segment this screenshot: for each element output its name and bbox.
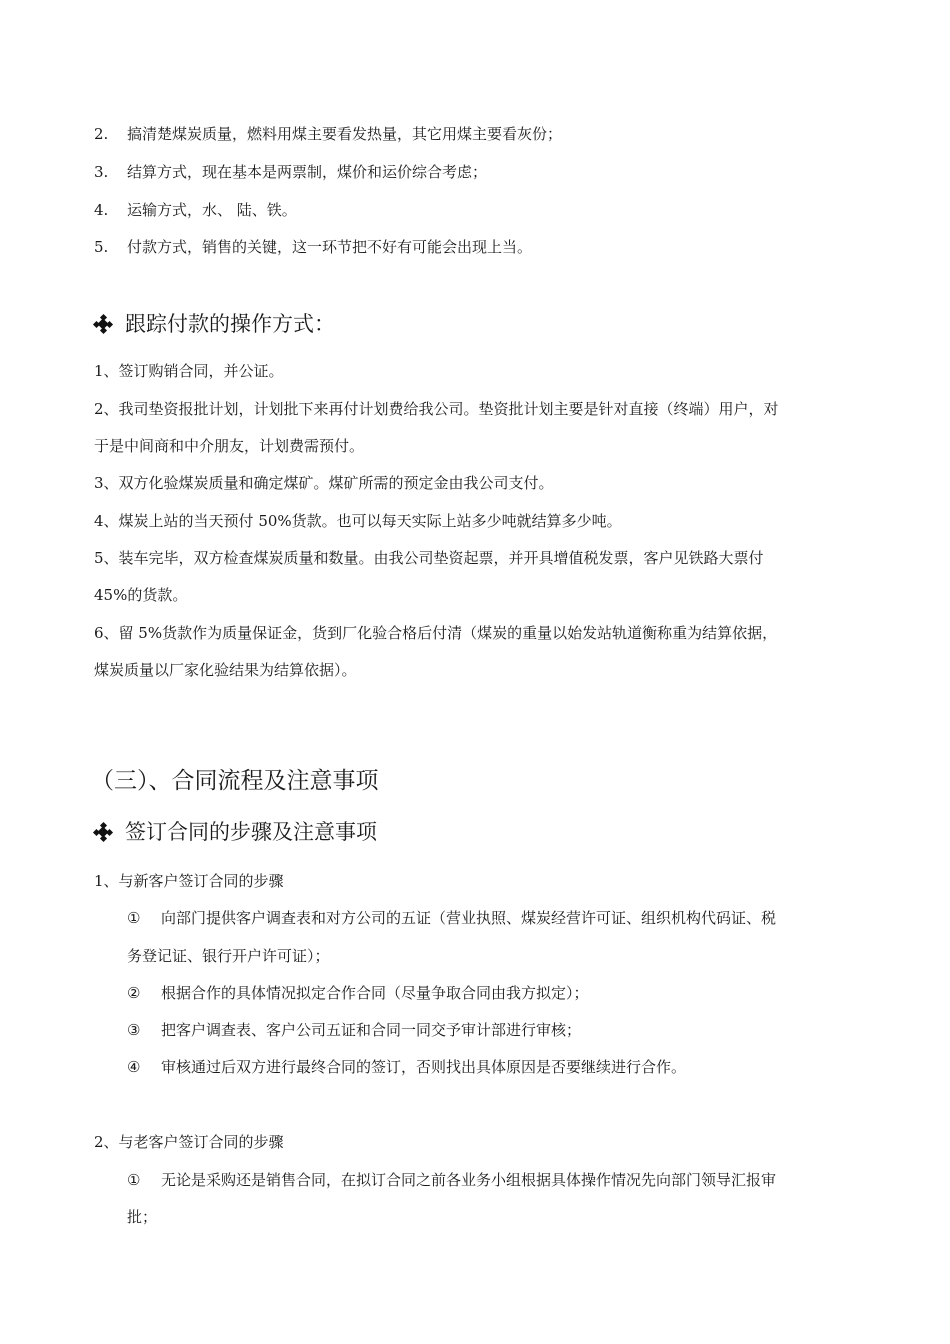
step-text: 审核通过后双方进行最终合同的签订，否则找出具体原因是否要继续进行合作。 bbox=[161, 1058, 687, 1076]
list-number: 4. bbox=[94, 201, 109, 219]
list-item bbox=[94, 162, 487, 182]
section-subheading bbox=[95, 818, 377, 846]
section-title: （三）、合同流程及注意事项 bbox=[91, 768, 379, 794]
heading-text: 跟踪付款的操作方式： bbox=[125, 312, 335, 336]
step-item bbox=[127, 1170, 776, 1190]
step-text: 把客户调查表、客户公司五证和合同一同交予审计部进行审核； bbox=[161, 1021, 582, 1039]
paragraph-line: 煤炭质量以厂家化验结果为结算依据）。 bbox=[94, 661, 357, 679]
paragraph-line: 1、签订购销合同，并公证。 bbox=[94, 362, 284, 380]
list-number: 5. bbox=[94, 238, 109, 256]
diamond-bullet-icon bbox=[95, 824, 111, 840]
step-item bbox=[127, 1020, 581, 1040]
step-text: 无论是采购还是销售合同，在拟订合同之前各业务小组根据具体操作情况先向部门领导汇报审 bbox=[161, 1171, 777, 1189]
step-marker: ③ bbox=[127, 1021, 141, 1039]
paragraph-line: 2、我司垫资报批计划，计划批下来再付计划费给我公司。垫资批计划主要是针对直接（终端）用户，对 bbox=[94, 400, 779, 418]
list-item bbox=[94, 200, 297, 220]
step-marker: ① bbox=[127, 909, 141, 927]
subsection-label: 2、与老客户签订合同的步骤 bbox=[94, 1133, 284, 1151]
step-text: 向部门提供客户调查表和对方公司的五证（营业执照、煤炭经营许可证、组织机构代码证、税 bbox=[161, 909, 777, 927]
list-text: 付款方式，销售的关键，这一环节把不好有可能会出现上当。 bbox=[127, 238, 533, 256]
paragraph-line: 3、双方化验煤炭质量和确定煤矿。煤矿所需的预定金由我公司支付。 bbox=[94, 474, 554, 492]
step-marker: ① bbox=[127, 1171, 141, 1189]
list-item bbox=[94, 237, 532, 257]
list-number: 2. bbox=[94, 125, 109, 143]
step-item bbox=[127, 908, 776, 928]
paragraph-line: 于是中间商和中介朋友，计划费需预付。 bbox=[94, 437, 365, 455]
list-text: 搞清楚煤炭质量，燃料用煤主要看发热量，其它用煤主要看灰份； bbox=[127, 125, 563, 143]
list-item bbox=[94, 124, 562, 144]
subsection-label: 1、与新客户签订合同的步骤 bbox=[94, 872, 284, 890]
list-number: 3. bbox=[94, 163, 109, 181]
step-marker: ② bbox=[127, 984, 141, 1002]
step-continuation: 批； bbox=[127, 1208, 158, 1226]
list-text: 运输方式，水、 陆、铁。 bbox=[127, 201, 297, 219]
step-item bbox=[127, 983, 589, 1003]
heading-text: 签订合同的步骤及注意事项 bbox=[125, 820, 377, 844]
paragraph-line: 4、煤炭上站的当天预付 50%货款。也可以每天实际上站多少吨就结算多少吨。 bbox=[94, 512, 622, 530]
step-marker: ④ bbox=[127, 1058, 141, 1076]
step-item bbox=[127, 1057, 686, 1077]
section-heading-tracking bbox=[95, 310, 335, 338]
paragraph-line: 45%的货款。 bbox=[94, 586, 188, 604]
step-continuation: 务登记证、银行开户许可证）； bbox=[127, 947, 330, 965]
step-text: 根据合作的具体情况拟定合作合同（尽量争取合同由我方拟定）； bbox=[161, 984, 589, 1002]
paragraph-line: 6、留 5%货款作为质量保证金，货到厂化验合格后付清（煤炭的重量以始发站轨道衡称重为结算依据， bbox=[94, 624, 778, 642]
paragraph-line: 5、装车完毕，双方检查煤炭质量和数量。由我公司垫资起票，并开具增值税发票，客户见铁路大票付 bbox=[94, 549, 764, 567]
diamond-bullet-icon bbox=[95, 316, 111, 332]
list-text: 结算方式，现在基本是两票制，煤价和运价综合考虑； bbox=[127, 163, 488, 181]
